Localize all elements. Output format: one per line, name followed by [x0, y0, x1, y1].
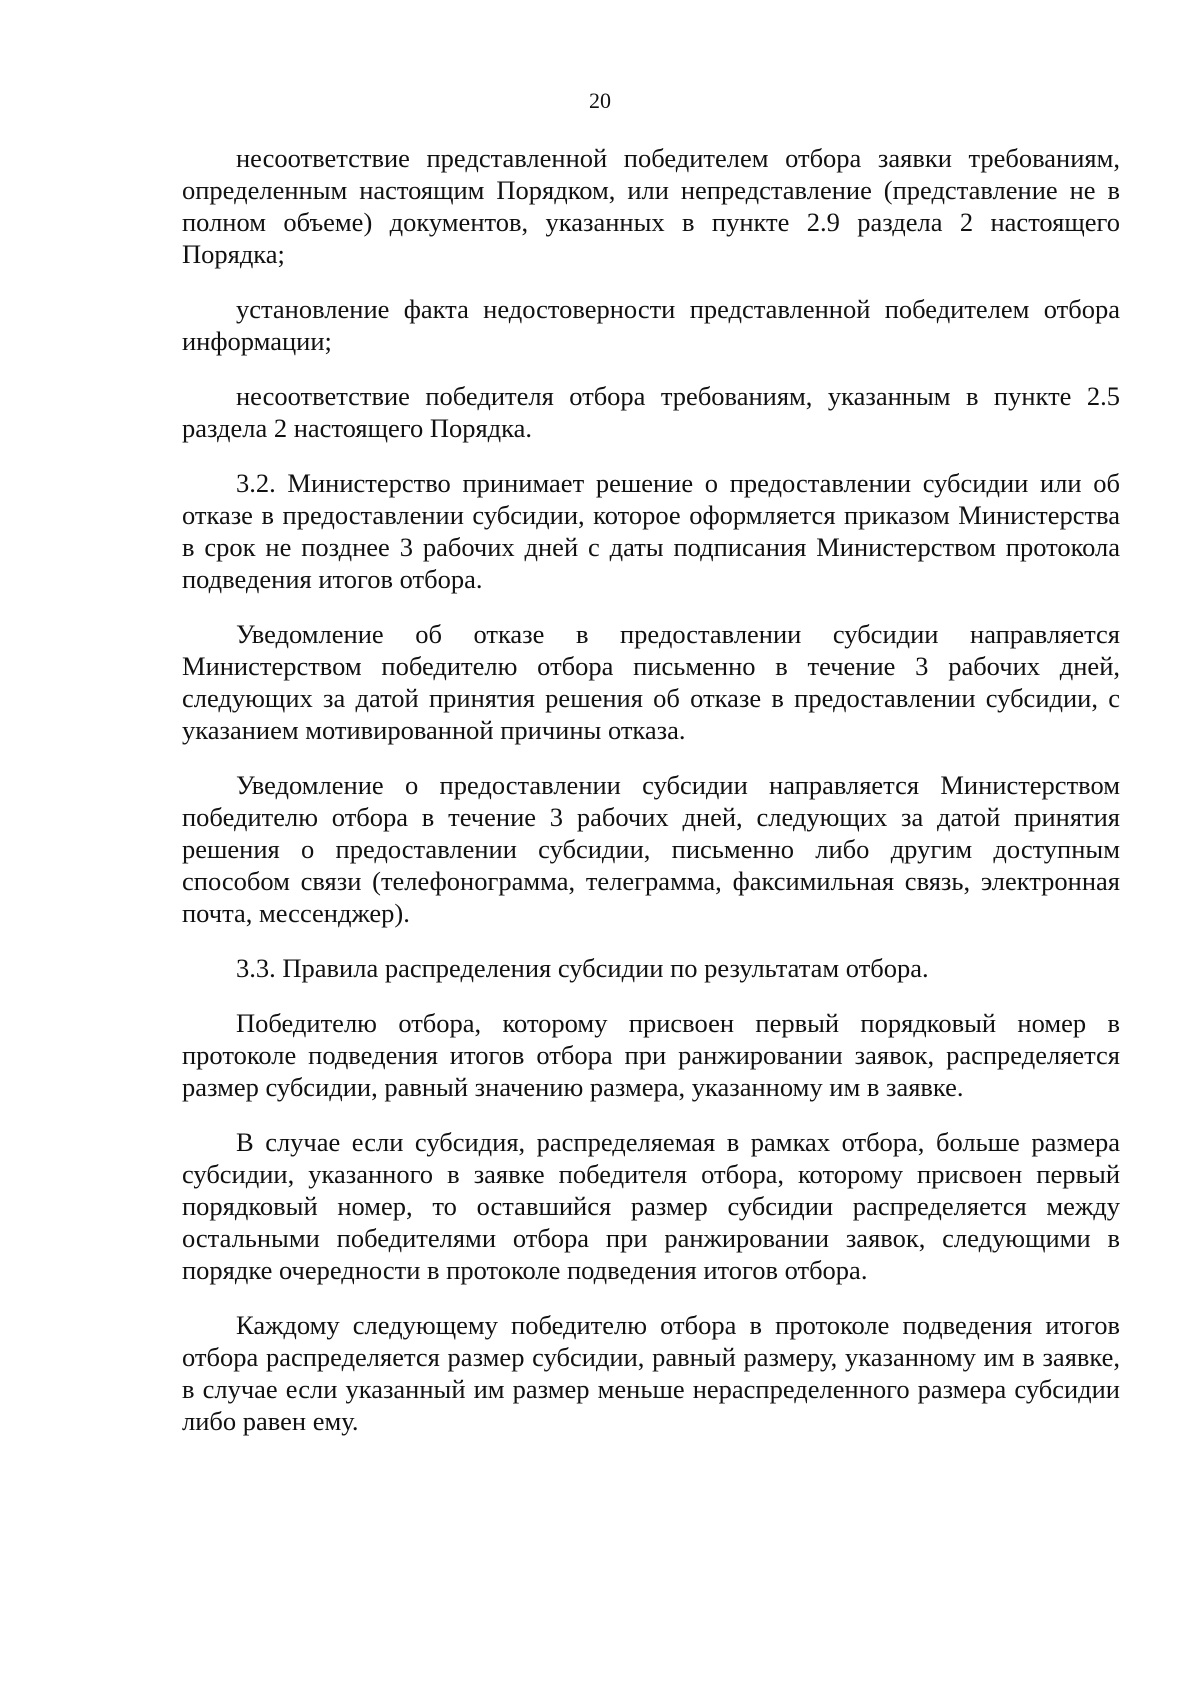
page-number: 20: [589, 88, 611, 113]
paragraph-noncompliance-application: несоответствие представленной победителем отбора заявки требованиям, определенным настоящим Порядком, или непредставление (представление не в полном объеме) документов, указанных в пункте 2.9 раздела 2 настоящего Порядка;: [182, 143, 1120, 269]
paragraph-remaining-subsidy: В случае если субсидия, распределяемая в рамках отбора, больше размера субсидии, указанного в заявке победителя отбора, которому присвоен первый порядковый номер, то оставшийся размер субсидии распределяется между остальными победителями отбора при ранжировании заявок, следующими в порядке очередности в протоколе подведения итогов отбора.: [182, 1127, 1120, 1285]
document-body: [182, 142, 1120, 1460]
paragraph-3-2-decision: 3.2. Министерство принимает решение о предоставлении субсидии или об отказе в предоставлении субсидии, которое оформляется приказом Министерства в срок не позднее 3 рабочих дней с даты подписания Министерством протокола подведения итогов отбора.: [182, 468, 1120, 594]
paragraph-3-3-rules: 3.3. Правила распределения субсидии по результатам отбора.: [236, 953, 929, 983]
paragraph-refusal-notice: Уведомление об отказе в предоставлении субсидии направляется Министерством победителю отбора письменно в течение 3 рабочих дней, следующих за датой принятия решения об отказе в предоставлении субсидии, с указанием мотивированной причины отказа.: [182, 619, 1120, 745]
paragraph-grant-notice: Уведомление о предоставлении субсидии направляется Министерством победителю отбора в течение 3 рабочих дней, следующих за датой принятия решения о предоставлении субсидии, письменно либо другим доступным способом связи (телефонограмма, телеграмма, факсимильная связь, электронная почта, мессенджер).: [182, 770, 1120, 928]
paragraph-false-information: установление факта недостоверности представленной победителем отбора информации;: [182, 294, 1120, 356]
paragraph-first-winner: Победителю отбора, которому присвоен первый порядковый номер в протоколе подведения итогов отбора при ранжировании заявок, распределяется размер субсидии, равный значению размера, указанному им в заявке.: [182, 1008, 1120, 1102]
paragraph-noncompliance-winner: несоответствие победителя отбора требованиям, указанным в пункте 2.5 раздела 2 настоящего Порядка.: [182, 381, 1120, 443]
paragraph-each-next-winner: Каждому следующему победителю отбора в протоколе подведения итогов отбора распределяется размер субсидии, равный размеру, указанному им в заявке, в случае если указанный им размер меньше нераспределенного размера субсидии либо равен ему.: [182, 1310, 1120, 1436]
